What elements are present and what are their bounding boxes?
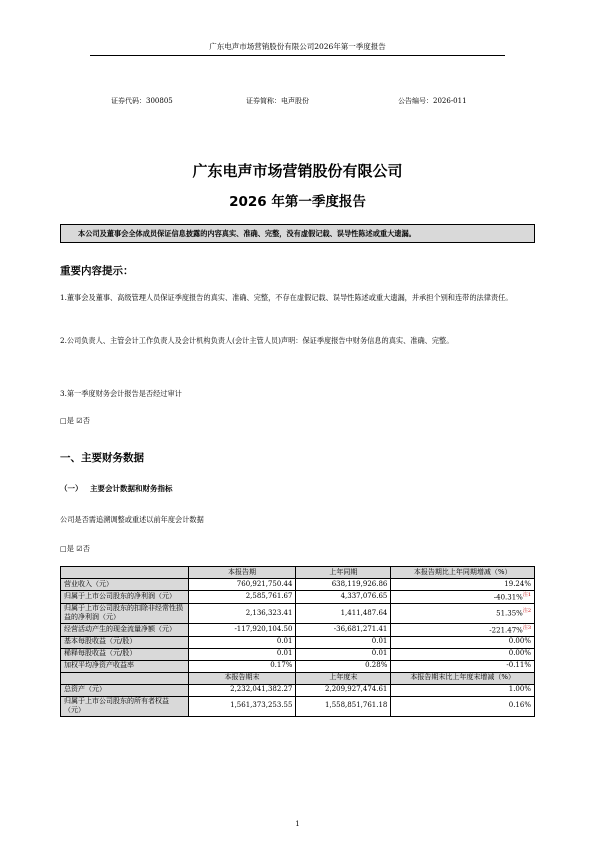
disclosure-notice: 本公司及董事会全体成员保证信息披露的内容真实、准确、完整，没有虚假记载、误导性陈述或重大遗漏。 [60,224,535,243]
cell-current: 2,585,761.67 [188,591,296,604]
running-header: 广东电声市场营销股份有限公司2026年第一季度报告 [209,42,386,51]
stock-code: 证券代码：300805 [111,97,173,105]
footnote-marker: 注2 [522,608,531,615]
important-heading: 重要内容提示： [60,265,134,277]
row-label: 总资产（元） [61,684,189,696]
row-label: 归属于上市公司股东的扣除非经常性损益的净利润（元） [61,603,189,623]
row-label: 归属于上市公司股东的净利润（元） [61,591,189,604]
header-divider [90,55,505,56]
footnote-marker: 注1 [522,592,531,598]
subsection-title: 主要会计数据和财务指标 [90,484,173,493]
stock-short-name: 证券简称：电声股份 [246,97,309,105]
change-value: -221.47% [489,626,523,635]
cell-prior: -36,681,271.41 [296,623,391,636]
table-header-cell [61,567,189,579]
cell-change: 1.00% [391,684,535,696]
cell-change: 0.16% [391,696,535,716]
cell-current: 0.01 [188,636,296,648]
important-item-3: 3.第一季度财务会计报告是否经过审计 [60,389,182,398]
page-number: 1 [295,820,300,828]
cell-prior: 4,337,076.65 [296,591,391,604]
report-title: 2026 年第一季度报告 [229,194,366,210]
restate-question: 公司是否需追溯调整或重述以前年度会计数据 [60,515,204,524]
table-row [61,636,535,648]
cell-prior: 1,558,851,761.18 [296,696,391,716]
cell-current: 0.01 [188,648,296,660]
table-header-cell [61,672,189,684]
row-label: 经营活动产生的现金流量净额（元） [61,623,189,636]
table-row [61,684,535,696]
table-row [61,623,535,636]
change-value: 51.35% [496,609,523,618]
row-label: 加权平均净资产收益率 [61,660,189,672]
table-row [61,579,535,591]
cell-current: 0.17% [188,660,296,672]
cell-prior: 638,119,926.86 [296,579,391,591]
cell-prior: 2,209,927,474.61 [296,684,391,696]
company-title: 广东电声市场营销股份有限公司 [192,162,403,180]
table-header-cell: 本报告期 [188,567,296,579]
cell-prior: 0.28% [296,660,391,672]
cell-current: 2,232,041,382.27 [188,684,296,696]
cell-current: 2,136,323.41 [188,603,296,623]
row-label: 营业收入（元） [61,579,189,591]
cell-current: 1,561,373,253.55 [188,696,296,716]
change-value: -40.31% [493,593,523,602]
table-row [61,603,535,623]
cell-prior: 0.01 [296,648,391,660]
footnote-marker: 注3 [522,624,531,631]
cell-change: 0.00% [391,636,535,648]
table-header-cell: 本报告期比上年同期增减（%） [391,567,535,579]
table-header-row [61,672,535,684]
section-heading: 一、主要财务数据 [60,452,144,464]
restate-checkbox: □是 ☑否 [60,544,90,553]
cell-change [391,603,535,623]
cell-prior: 1,411,487.64 [296,603,391,623]
important-item-1: 1.董事会及董事、高级管理人员保证季度报告的真实、准确、完整，不存在虚假记载、误导性陈述或重大遗漏，并承担个别和连带的法律责任。 [60,293,513,302]
table-row [61,660,535,672]
cell-change: -0.11% [391,660,535,672]
table-header-cell: 本报告期末 [188,672,296,684]
cell-current: 760,921,750.44 [188,579,296,591]
cell-change: 0.00% [391,648,535,660]
important-item-2: 2.公司负责人、主管会计工作负责人及会计机构负责人(会计主管人员)声明：保证季度报告中财务信息的真实、准确、完整。 [60,336,454,345]
table-row [61,648,535,660]
row-label: 基本每股收益（元/股） [61,636,189,648]
table-header-cell: 上年同期 [296,567,391,579]
table-header-row [61,567,535,579]
row-label: 归属于上市公司股东的所有者权益（元） [61,696,189,716]
cell-change [391,591,535,604]
cell-prior: 0.01 [296,636,391,648]
cell-change: 19.24% [391,579,535,591]
audit-checkbox: □是 ☑否 [60,416,90,425]
cell-change [391,623,535,636]
subsection-number: （一） [60,484,83,493]
table-header-cell: 本报告期末比上年度末增减（%） [391,672,535,684]
announcement-number: 公告编号：2026-011 [398,97,467,105]
table-row [61,696,535,716]
table-row [61,591,535,604]
financial-table [60,566,535,717]
cell-current: -117,920,104.50 [188,623,296,636]
subsection-heading [60,483,173,494]
table-header-cell: 上年度末 [296,672,391,684]
row-label: 稀释每股收益（元/股） [61,648,189,660]
